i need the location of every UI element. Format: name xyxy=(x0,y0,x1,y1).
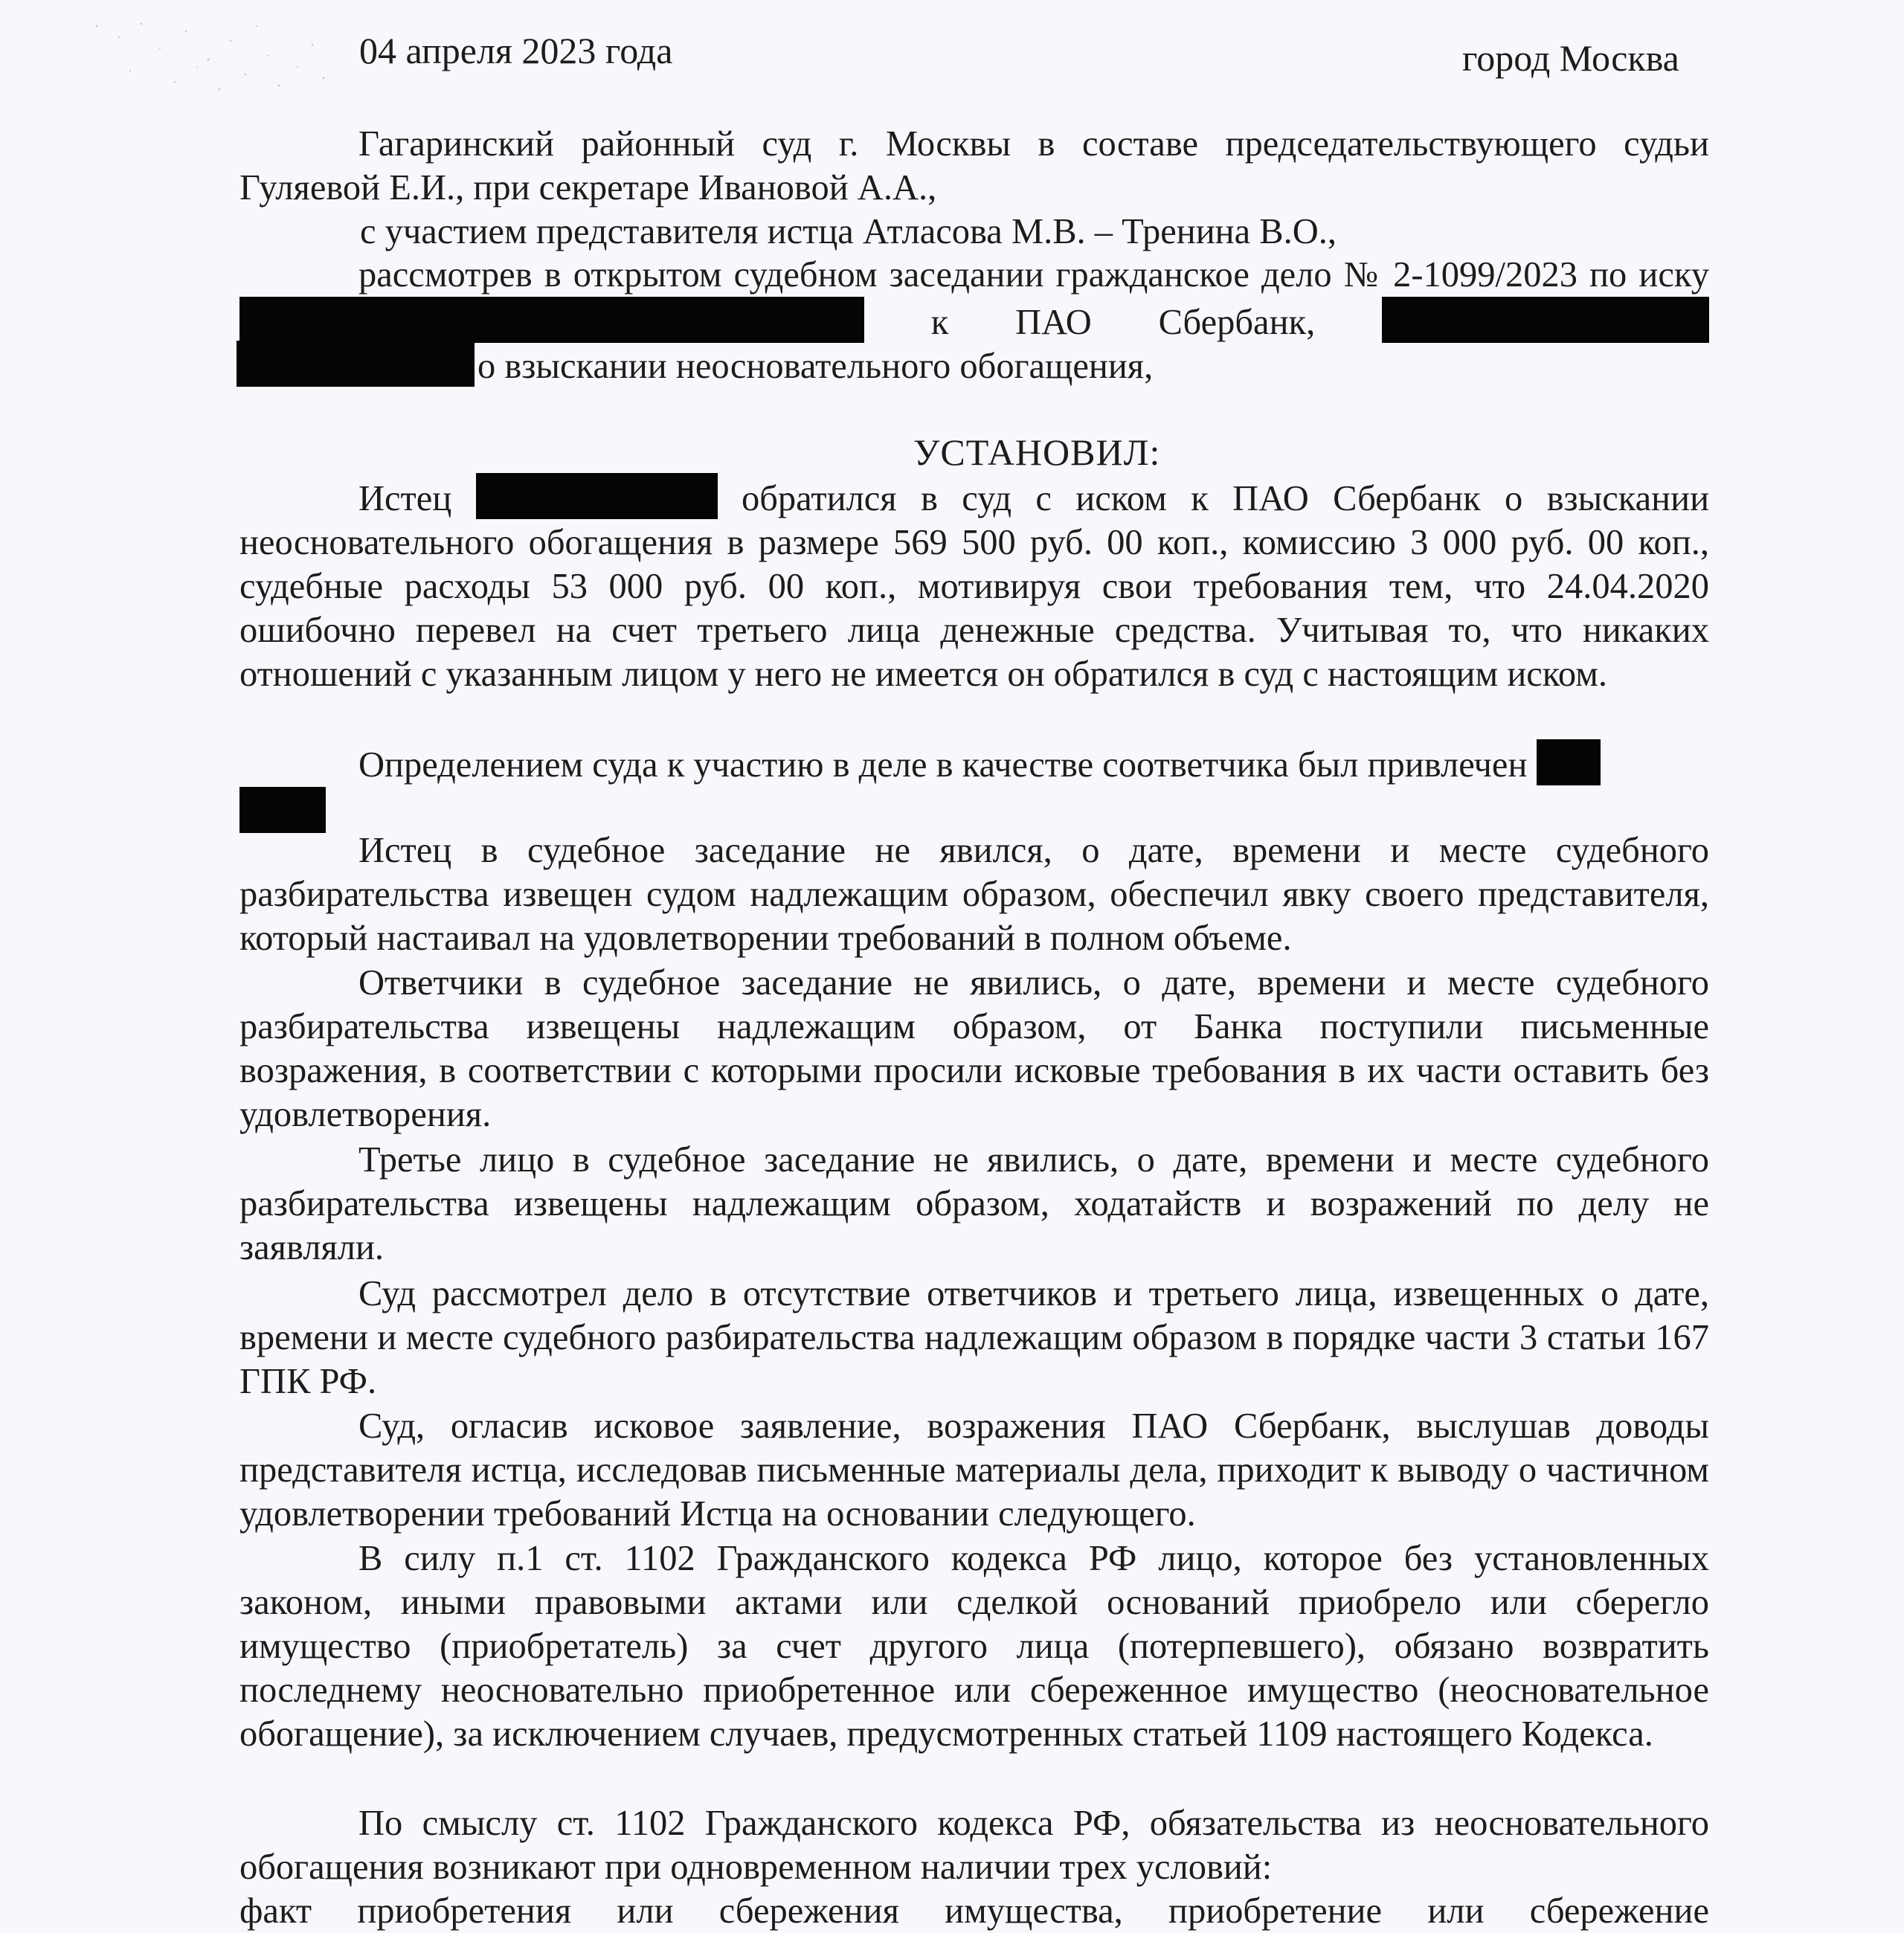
document-date: 04 апреля 2023 года xyxy=(359,30,673,71)
p1-rest: обратился в суд с иском к ПАО Сбербанк о взыскании неосновательного обогащения в размере 569 500 руб. 00 коп., комиссию 3 000 руб. 00 коп., судебные расходы 53 000 руб. 00 коп., мотивируя свои требования тем, что 24.04.2020 ошибочно перевел на счет третьего лица денежные средства. Учитывая то, что никаких отношений с указанным лицом у него не имеется он обратился в суд с настоящим иском. xyxy=(239,479,1710,694)
paragraph-3: Истец в судебное заседание не явился, о дате, времени и месте судебного разбирательства извещен судом надлежащим образом, обеспечил явку своего представителя, который настаивал на удовлетворении требований в полном объеме. xyxy=(239,831,1709,958)
paragraph-7: Суд, огласив исковое заявление, возражения ПАО Сбербанк, выслушав доводы представителя истца, исследовав письменные материалы дела, приходит к выводу о частичном удовлетворении требований Истца на основании следующего. xyxy=(239,1406,1709,1534)
intro-subject-line xyxy=(237,341,1706,388)
scan-noise xyxy=(89,15,335,97)
paragraph-1 xyxy=(239,473,1709,696)
redaction-block xyxy=(1382,297,1709,343)
paragraph-4: Ответчики в судебное заседание не явились, о дате, времени и месте судебного разбирательства извещены надлежащим образом, от Банка поступили письменные возражения, в соответствии с которыми просили исковые требования в их части оставить без удовлетворения. xyxy=(239,963,1709,1134)
redaction-block xyxy=(239,787,326,833)
p2-text: Определением суда к участию в деле в качестве соответчика был привлечен xyxy=(358,745,1528,785)
redaction-block xyxy=(1537,739,1601,785)
section-heading: УСТАНОВИЛ: xyxy=(913,431,1161,473)
intro-court: Гагаринский районный суд г. Москвы в составе председательствующего судьи Гуляевой Е.И., при секретаре Ивановой А.А., xyxy=(239,124,1709,208)
redaction-block xyxy=(239,297,864,343)
paragraph-2 xyxy=(239,739,1709,834)
paragraph-9: По смыслу ст. 1102 Гражданского кодекса РФ, обязательства из неосновательного обогащения возникают при одновременном наличии трех условий: xyxy=(239,1804,1709,1887)
paragraph-9-cut-line: факт приобретения или сбережения имущества, приобретение или сбережение xyxy=(239,1891,1709,1931)
p1-start: Истец xyxy=(358,479,452,518)
intro-participation: с участием представителя истца Атласова М.В. – Тренина В.О., xyxy=(360,212,1337,251)
redaction-block xyxy=(476,473,718,519)
case-text: рассмотрев в открытом судебном заседании гражданское дело № 2-1099/2023 по иску xyxy=(358,255,1709,295)
case-text-respondent: к ПАО Сбербанк, xyxy=(930,303,1316,342)
intro-case-line xyxy=(239,253,1709,344)
paragraph-6: Суд рассмотрел дело в отсутствие ответчиков и третьего лица, извещенных о дате, времени и месте судебного разбирательства надлежащим образом в порядке части 3 статьи 167 ГПК РФ. xyxy=(239,1274,1709,1401)
case-subject: о взыскании неосновательного обогащения, xyxy=(477,347,1154,386)
document-city: город Москва xyxy=(1462,37,1679,79)
redaction-block xyxy=(237,341,475,387)
paragraph-8: В силу п.1 ст. 1102 Гражданского кодекса РФ лицо, которое без установленных законом, иными правовыми актами или сделкой оснований приобрело или сберегло имущество (приобретатель) за счет другого лица (потерпевшего), обязано возвратить последнему неосновательно приобретенное или сбереженное имущество (неосновательное обогащение), за исключением случаев, предусмотренных статьей 1109 настоящего Кодекса. xyxy=(239,1539,1709,1754)
paragraph-5: Третье лицо в судебное заседание не явились, о дате, времени и месте судебного разбирательства извещены надлежащим образом, ходатайств и возражений по делу не заявляли. xyxy=(239,1140,1709,1267)
